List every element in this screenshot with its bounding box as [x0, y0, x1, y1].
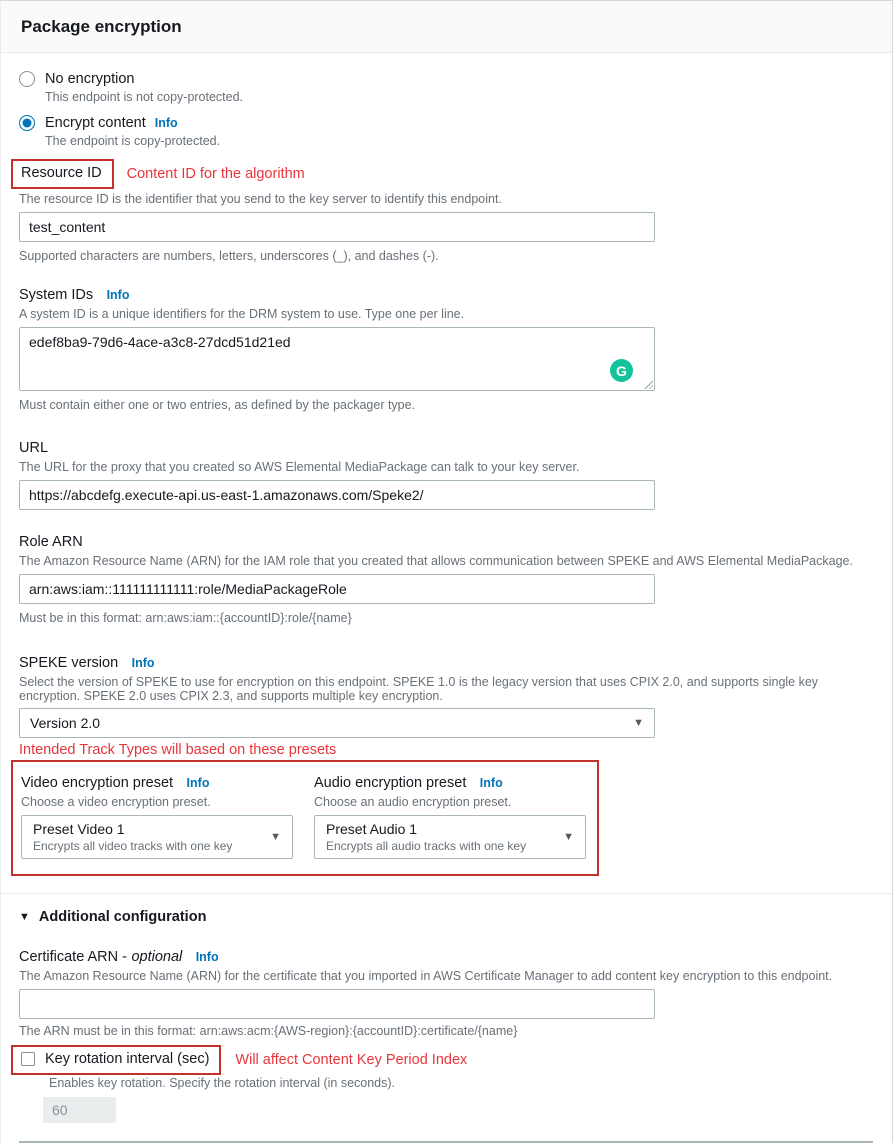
resource-id-label: Resource ID	[21, 165, 102, 181]
presets-annotation: Intended Track Types will based on these presets	[19, 742, 337, 758]
audio-preset-selected-desc: Encrypts all audio tracks with one key	[326, 839, 527, 853]
section-divider	[1, 893, 892, 894]
certificate-arn-input[interactable]	[19, 989, 655, 1019]
resource-id-annotation-box	[11, 159, 114, 189]
role-arn-desc: The Amazon Resource Name (ARN) for the IAM role that you created that allows communication between SPEKE and AWS Elemental MediaPackage.	[19, 554, 853, 568]
speke-version-info-link[interactable]: Info	[131, 656, 155, 670]
url-section	[19, 439, 873, 510]
presets-annotation-box	[11, 760, 599, 876]
key-rotation-checkbox[interactable]	[21, 1052, 35, 1066]
audio-preset-column	[314, 774, 586, 859]
system-ids-textarea[interactable]	[19, 327, 655, 391]
video-preset-desc: Choose a video encryption preset.	[21, 795, 211, 809]
system-ids-label: System IDs	[19, 287, 94, 303]
speke-version-selected-value: Version 2.0	[30, 715, 101, 731]
additional-configuration-expander[interactable]	[19, 909, 873, 925]
video-preset-column	[21, 774, 293, 859]
additional-configuration-title: Additional configuration	[38, 909, 207, 925]
key-rotation-annotation: Will affect Content Key Period Index	[235, 1052, 468, 1068]
no-encryption-label: No encryption	[45, 71, 135, 87]
no-encryption-desc: This endpoint is not copy-protected.	[45, 90, 244, 104]
key-rotation-annotation-box	[11, 1045, 221, 1075]
resource-id-desc: The resource ID is the identifier that you send to the key server to identify this endpoint.	[19, 192, 502, 206]
key-rotation-row	[19, 1045, 873, 1075]
system-ids-textarea-wrap	[19, 327, 655, 391]
speke-version-label: SPEKE version	[19, 655, 119, 671]
video-preset-label: Video encryption preset	[21, 775, 174, 791]
video-preset-selected-value: Preset Video 1	[33, 821, 125, 837]
radio-option-encrypt-content	[19, 115, 873, 148]
speke-version-section	[19, 654, 873, 738]
audio-preset-selected-value: Preset Audio 1	[326, 821, 418, 837]
speke-version-desc: Select the version of SPEKE to use for encryption on this endpoint. SPEKE 1.0 is the legacy version that uses CPIX 2.0, and supports single key encryption. SPEKE 2.0 uses CPIX 2.3, and supports multiple key encryption.	[19, 675, 819, 703]
audio-preset-select[interactable]	[314, 815, 586, 859]
video-preset-select[interactable]	[21, 815, 293, 859]
key-rotation-interval-input	[43, 1097, 116, 1123]
certificate-arn-optional-label: optional	[131, 949, 183, 965]
resource-id-label-row	[19, 159, 873, 189]
chevron-down-icon: ▼	[633, 717, 644, 729]
role-arn-hint: Must be in this format: arn:aws:iam::{accountID}:role/{name}	[19, 611, 352, 625]
key-rotation-label: Key rotation interval (sec)	[45, 1051, 210, 1067]
audio-preset-label: Audio encryption preset	[314, 775, 467, 791]
certificate-arn-desc: The Amazon Resource Name (ARN) for the certificate that you imported in AWS Certificate Manager to add content key encryption to this endpoint.	[19, 969, 833, 983]
url-desc: The URL for the proxy that you created so AWS Elemental MediaPackage can talk to your key server.	[19, 460, 580, 474]
encrypt-content-radio[interactable]	[19, 115, 35, 131]
system-ids-info-link[interactable]: Info	[106, 288, 130, 302]
system-ids-desc: A system ID is a unique identifiers for the DRM system to use. Type one per line.	[19, 307, 465, 321]
page-title: Package encryption	[21, 17, 182, 36]
certificate-arn-label: Certificate ARN -	[19, 949, 127, 965]
certificate-arn-section	[19, 948, 873, 1038]
radio-option-no-encryption	[19, 71, 873, 104]
audio-preset-desc: Choose an audio encryption preset.	[314, 795, 512, 809]
chevron-down-icon: ▼	[563, 831, 574, 843]
encrypt-content-label: Encrypt content	[45, 115, 146, 131]
video-preset-info-link[interactable]: Info	[186, 776, 210, 790]
system-ids-section	[19, 286, 873, 412]
speke-version-select[interactable]	[19, 708, 655, 738]
url-label: URL	[19, 440, 49, 456]
system-ids-hint: Must contain either one or two entries, as defined by the packager type.	[19, 398, 416, 412]
encrypt-content-desc: The endpoint is copy-protected.	[45, 134, 221, 148]
certificate-arn-hint: The ARN must be in this format: arn:aws:acm:{AWS-region}:{accountID}:certificate/{name}	[19, 1024, 518, 1038]
role-arn-section	[19, 533, 873, 625]
role-arn-input[interactable]	[19, 574, 655, 604]
encrypt-content-info-link[interactable]: Info	[154, 116, 178, 130]
chevron-down-icon: ▼	[270, 831, 281, 843]
video-preset-selected-desc: Encrypts all video tracks with one key	[33, 839, 233, 853]
audio-preset-info-link[interactable]: Info	[479, 776, 503, 790]
panel-header	[1, 1, 892, 53]
key-rotation-desc: Enables key rotation. Specify the rotation interval (in seconds).	[49, 1076, 396, 1090]
resource-id-input[interactable]	[19, 212, 655, 242]
role-arn-label: Role ARN	[19, 534, 83, 550]
panel-content	[1, 53, 892, 1143]
resource-id-hint: Supported characters are numbers, letters, underscores (_), and dashes (-).	[19, 249, 439, 263]
url-input[interactable]	[19, 480, 655, 510]
grammarly-icon[interactable]: G	[610, 359, 633, 382]
resource-id-annotation: Content ID for the algorithm	[126, 166, 305, 182]
no-encryption-radio[interactable]	[19, 71, 35, 87]
caret-down-icon: ▼	[19, 911, 30, 923]
certificate-arn-info-link[interactable]: Info	[195, 950, 219, 964]
